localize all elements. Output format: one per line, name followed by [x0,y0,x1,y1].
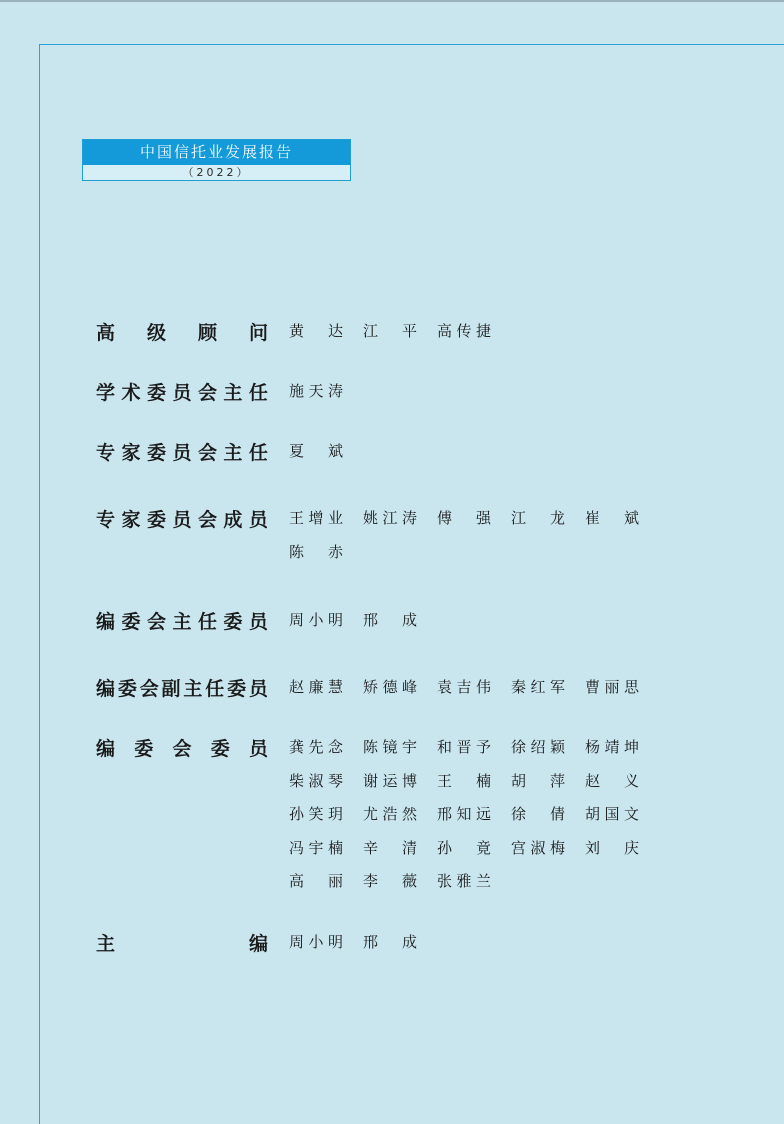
member-name: 袁 吉 伟 [437,678,491,696]
role-title-char: 任 [197,610,217,633]
member-name: 宫 淑 梅 [511,838,565,857]
member-name: 尤 浩 然 [363,805,417,823]
role-title-char: 家 [121,508,141,531]
role-title-char: 委 [117,677,137,700]
role-title-char: 编 [96,610,116,633]
role-title-char: 编 [96,737,116,760]
member-name: 王 楠 [437,771,491,790]
role-title-char: 成 [223,508,243,531]
role-title-char: 任 [248,441,268,464]
member-name: 张 雅 兰 [437,872,491,890]
member-name: 邢 成 [363,611,417,629]
member-name: 江 平 [363,322,417,340]
member-name: 陈 赤 [289,542,343,561]
report-header [82,139,351,181]
role-title [96,929,268,955]
member-name: 龚 先 念 [289,738,343,756]
report-year: （2022） [182,166,251,179]
member-name: 夏 斌 [289,442,343,460]
role-title-char: 委 [227,677,247,700]
member-name: 黄 达 [289,322,343,340]
member-name: 胡 萍 [511,771,565,790]
member-name: 王 增 业 [289,509,343,527]
member-name: 孙 竟 [437,838,491,857]
role-title-char: 副 [161,677,181,700]
role-title-char: 员 [248,737,268,760]
member-name: 姚 江 涛 [363,509,417,527]
member-name: 杨 靖 坤 [585,738,639,756]
role-title-char: 员 [172,508,192,531]
role-title-char: 级 [146,321,166,344]
role-title-char: 问 [248,321,268,344]
member-name: 曹 丽 思 [585,678,639,696]
member-name: 徐 绍 颖 [511,738,565,756]
role-title-char: 高 [96,321,116,344]
member-name: 柴 淑 琴 [289,771,343,790]
role-title-char: 专 [96,441,116,464]
role-title-char: 术 [121,381,141,404]
role-title-char: 员 [172,441,192,464]
role-title-char: 任 [248,381,268,404]
role-title [96,318,268,344]
member-name: 徐 倩 [511,805,565,823]
role-title-char: 顾 [197,321,217,344]
member-name: 刘 庆 [585,838,639,857]
member-name: 孙 笑 玥 [289,805,343,823]
member-name: 矫 德 峰 [363,678,417,696]
member-name: 赵 义 [585,771,639,790]
role-title-char: 员 [248,508,268,531]
role-title-char: 专 [96,508,116,531]
member-name: 冯 宇 楠 [289,838,343,857]
role-title-char: 会 [197,441,217,464]
role-title-char: 家 [121,441,141,464]
page-top-edge [0,0,784,2]
member-name: 邢 成 [363,933,417,951]
member-name: 崔 斌 [585,509,639,527]
role-title-char: 委 [134,737,154,760]
role-title-char: 学 [96,381,116,404]
role-title-char: 会 [172,737,192,760]
role-title-char: 编 [96,677,116,700]
role-title [96,734,268,760]
member-name: 周 小 明 [289,933,343,951]
role-title-char: 员 [248,677,268,700]
role-title-char: 委 [146,381,166,404]
report-title: 中国信托业发展报告 [83,140,350,165]
role-title-char: 委 [223,610,243,633]
role-title-char: 会 [197,508,217,531]
role-title-char: 会 [139,677,159,700]
role-title-char: 主 [96,932,116,955]
role-title-char: 委 [146,441,166,464]
role-title-char: 员 [172,381,192,404]
role-title-char: 主 [223,381,243,404]
role-title-char: 委 [146,508,166,531]
member-name: 周 小 明 [289,611,343,629]
role-title [96,438,268,464]
role-title-char: 会 [146,610,166,633]
role-title-char: 会 [197,381,217,404]
role-title [96,607,268,633]
member-name: 邢 知 远 [437,805,491,823]
role-title [96,505,268,531]
role-title-char: 编 [248,932,268,955]
member-name: 江 龙 [511,509,565,527]
member-name: 傅 强 [437,509,491,527]
role-title-char: 任 [205,677,225,700]
member-name: 施 天 涛 [289,382,343,400]
member-name: 谢 运 博 [363,771,417,790]
member-name: 赵 廉 慧 [289,678,343,696]
member-name: 辛 清 [363,838,417,857]
role-title-char: 主 [172,610,192,633]
role-title-char: 主 [183,677,203,700]
member-name: 陈 镜 宇 [363,738,417,756]
member-name: 秦 红 军 [511,678,565,696]
role-title-char: 主 [223,441,243,464]
member-name: 李 薇 [363,872,417,890]
role-title-char: 员 [248,610,268,633]
member-name: 和 晋 予 [437,738,491,756]
role-title [96,378,268,404]
role-title-char: 委 [210,737,230,760]
role-title-char: 委 [121,610,141,633]
member-name: 高 传 捷 [437,322,491,340]
page-frame [39,44,784,1124]
role-title [96,674,268,700]
member-name: 胡 国 文 [585,805,639,823]
member-name: 高 丽 [289,872,343,890]
